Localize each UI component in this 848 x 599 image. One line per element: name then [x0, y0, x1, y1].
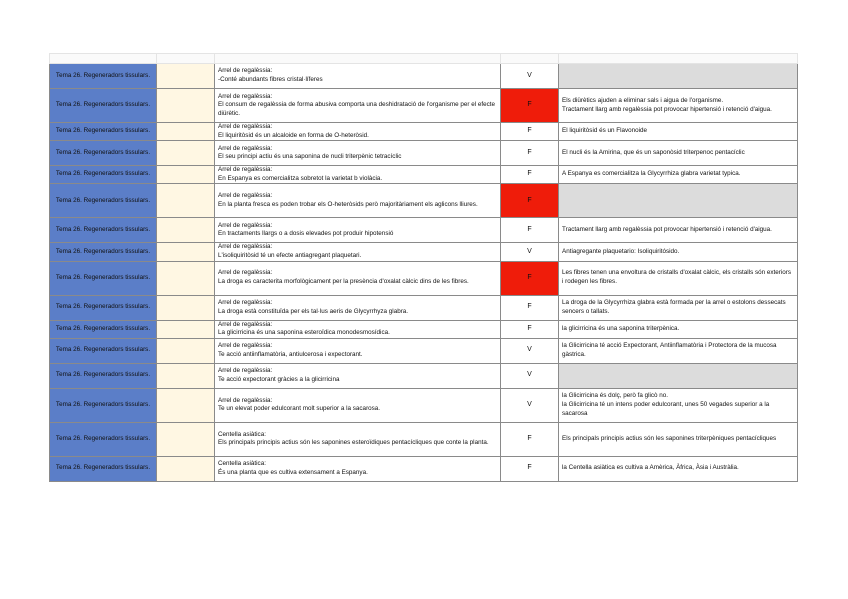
answer-cell[interactable]: F — [501, 141, 559, 166]
question-cell[interactable]: Centella asiàtica: És una planta que es cultiva extensament a Espanya. — [215, 456, 501, 481]
answer-cell[interactable]: V — [501, 388, 559, 422]
question-cell[interactable]: Arrel de regalèssia: La glicirricina és una saponina esteroïdica monodesmosídica. — [215, 320, 501, 338]
table-row — [50, 261, 798, 295]
blank-cell[interactable] — [157, 295, 215, 320]
answer-cell[interactable]: F — [501, 261, 559, 295]
table-row — [50, 295, 798, 320]
tema-cell[interactable]: Tema 26. Regeneradors tissulars. — [50, 166, 157, 184]
explanation-cell[interactable]: la glicirricina és una saponina triterpènica. — [559, 320, 798, 338]
answer-cell[interactable]: V — [501, 64, 559, 89]
header-cell[interactable] — [215, 54, 501, 64]
explanation-cell[interactable]: la Glicirricina té acció Expectorant, Antiinflamatòria i Protectora de la mucosa gàstrica. — [559, 338, 798, 363]
explanation-cell[interactable]: La droga de la Glycyrrhiza glabra està formada per la arrel o estolons dessecats sencers o tallats. — [559, 295, 798, 320]
explanation-cell[interactable]: El nucli és la Amirina, que és un saponòsid triterpenoc pentacíclic — [559, 141, 798, 166]
tema-cell[interactable]: Tema 26. Regeneradors tissulars. — [50, 456, 157, 481]
question-cell[interactable]: Arrel de regalèssia: Te un elevat poder edulcorant molt superior a la sacarosa. — [215, 388, 501, 422]
question-cell[interactable]: Centella asiàtica: Els principals principis actius són les saponines esteroïdiques pentacícliques que conte la planta. — [215, 422, 501, 456]
question-cell[interactable]: Arrel de regalèssia: La droga està constituïda per els tal·lus aeris de Glycyrrhyza glabra. — [215, 295, 501, 320]
blank-cell[interactable] — [157, 243, 215, 261]
answer-cell[interactable]: F — [501, 456, 559, 481]
question-cell[interactable]: Arrel de regalèssia: En Espanya es comercialitza sobretot la varietat b violàcia. — [215, 166, 501, 184]
explanation-cell[interactable]: El liquiritòsid és un Flavonoide — [559, 123, 798, 141]
header-cell[interactable] — [157, 54, 215, 64]
explanation-cell[interactable]: Antiagregante plaquetario: Isoliquiritósido. — [559, 243, 798, 261]
question-cell[interactable]: Arrel de regalèssia: La droga es caracterita morfològicament per la presència d'oxalat càlcic dins de les fibres. — [215, 261, 501, 295]
question-cell[interactable]: Arrel de regalèssia: En tractaments llargs o a dosis elevades pot produir hipotensió — [215, 218, 501, 243]
answer-cell[interactable]: F — [501, 218, 559, 243]
question-table — [49, 53, 798, 482]
answer-cell[interactable]: F — [501, 184, 559, 218]
tema-cell[interactable]: Tema 26. Regeneradors tissulars. — [50, 141, 157, 166]
table-row — [50, 456, 798, 481]
answer-cell[interactable]: F — [501, 422, 559, 456]
header-cell[interactable] — [50, 54, 157, 64]
blank-cell[interactable] — [157, 64, 215, 89]
question-cell[interactable]: Arrel de regalèssia: Te acció antiinflamatòria, antiulcerosa i expectorant. — [215, 338, 501, 363]
table-row — [50, 141, 798, 166]
explanation-cell[interactable] — [559, 363, 798, 388]
blank-cell[interactable] — [157, 218, 215, 243]
blank-cell[interactable] — [157, 123, 215, 141]
blank-cell[interactable] — [157, 184, 215, 218]
answer-cell[interactable]: V — [501, 243, 559, 261]
tema-cell[interactable]: Tema 26. Regeneradors tissulars. — [50, 89, 157, 123]
question-cell[interactable]: Arrel de regalèssia: El liquiritòsid és un alcaloide en forma de O-heteròsid. — [215, 123, 501, 141]
blank-cell[interactable] — [157, 89, 215, 123]
question-cell[interactable]: Arrel de regalèssia: El seu principi actiu és una saponina de nucli triterpènic tetracíclic — [215, 141, 501, 166]
blank-cell[interactable] — [157, 388, 215, 422]
header-cell[interactable] — [501, 54, 559, 64]
explanation-cell[interactable]: A Espanya es comercialitza la Glycyrrhiza glabra varietat typica. — [559, 166, 798, 184]
blank-cell[interactable] — [157, 422, 215, 456]
tema-cell[interactable]: Tema 26. Regeneradors tissulars. — [50, 320, 157, 338]
tema-cell[interactable]: Tema 26. Regeneradors tissulars. — [50, 261, 157, 295]
answer-cell[interactable]: V — [501, 338, 559, 363]
explanation-cell[interactable]: Tractament llarg amb regalèssia pot provocar hipertensió i retenció d'aigua. — [559, 218, 798, 243]
table-row — [50, 243, 798, 261]
tema-cell[interactable]: Tema 26. Regeneradors tissulars. — [50, 363, 157, 388]
header-cell[interactable] — [559, 54, 798, 64]
tema-cell[interactable]: Tema 26. Regeneradors tissulars. — [50, 388, 157, 422]
blank-cell[interactable] — [157, 338, 215, 363]
tema-cell[interactable]: Tema 26. Regeneradors tissulars. — [50, 422, 157, 456]
tema-cell[interactable]: Tema 26. Regeneradors tissulars. — [50, 338, 157, 363]
blank-cell[interactable] — [157, 261, 215, 295]
explanation-cell[interactable] — [559, 184, 798, 218]
answer-cell[interactable]: F — [501, 89, 559, 123]
question-cell[interactable]: Arrel de regalèssia: -Conté abundants fibres cristal·líferes — [215, 64, 501, 89]
tema-cell[interactable]: Tema 26. Regeneradors tissulars. — [50, 243, 157, 261]
table-row — [50, 166, 798, 184]
answer-cell[interactable]: V — [501, 363, 559, 388]
table-row — [50, 218, 798, 243]
question-cell[interactable]: Arrel de regalèssia: L'isoliquiritòsid té un efecte antiagregant plaquetari. — [215, 243, 501, 261]
answer-cell[interactable]: F — [501, 166, 559, 184]
answer-cell[interactable]: F — [501, 123, 559, 141]
blank-cell[interactable] — [157, 363, 215, 388]
explanation-cell[interactable]: la Glicirricina és dolç, però fa glicò no. la Glicirricina té un intens poder edulcorant, unes 50 vegades superior a la sacarosa — [559, 388, 798, 422]
blank-cell[interactable] — [157, 166, 215, 184]
blank-cell[interactable] — [157, 320, 215, 338]
tema-cell[interactable]: Tema 26. Regeneradors tissulars. — [50, 295, 157, 320]
explanation-cell[interactable] — [559, 64, 798, 89]
table-row — [50, 320, 798, 338]
table-row — [50, 338, 798, 363]
blank-cell[interactable] — [157, 456, 215, 481]
explanation-cell[interactable]: Els principals principis actius són les saponines triterpèniques pentacícliques — [559, 422, 798, 456]
answer-cell[interactable]: F — [501, 320, 559, 338]
table-row — [50, 64, 798, 89]
tema-cell[interactable]: Tema 26. Regeneradors tissulars. — [50, 123, 157, 141]
header-row — [50, 54, 798, 64]
question-cell[interactable]: Arrel de regalèssia: En la planta fresca es poden trobar els O-heteròsids però majoritàriament els aglicons lliures. — [215, 184, 501, 218]
table-row — [50, 89, 798, 123]
tema-cell[interactable]: Tema 26. Regeneradors tissulars. — [50, 218, 157, 243]
explanation-cell[interactable]: Els diürètics ajuden a eliminar sals i aigua de l'organisme. Tractament llarg amb regalèssia pot provocar hipertensió i retenció d'aigua. — [559, 89, 798, 123]
explanation-cell[interactable]: la Centella asiàtica es cultiva a Amèrica, Àfrica, Àsia i Austràlia. — [559, 456, 798, 481]
table-row — [50, 184, 798, 218]
table-row — [50, 123, 798, 141]
tema-cell[interactable]: Tema 26. Regeneradors tissulars. — [50, 184, 157, 218]
table-row — [50, 363, 798, 388]
table-row — [50, 422, 798, 456]
table-row — [50, 388, 798, 422]
tema-cell[interactable]: Tema 26. Regeneradors tissulars. — [50, 64, 157, 89]
blank-cell[interactable] — [157, 141, 215, 166]
explanation-cell[interactable]: Les fibres tenen una envoltura de cristalls d'oxalat càlcic, els cristalls són exteriors i rodegen les fibres. — [559, 261, 798, 295]
question-cell[interactable]: Arrel de regalèssia: El consum de regalèssia de forma abusiva comporta una deshidratació de l'organisme per el efecte diürètic. — [215, 89, 501, 123]
answer-cell[interactable]: F — [501, 295, 559, 320]
question-cell[interactable]: Arrel de regalèssia: Te acció expectorant gràcies a la glicirricina — [215, 363, 501, 388]
